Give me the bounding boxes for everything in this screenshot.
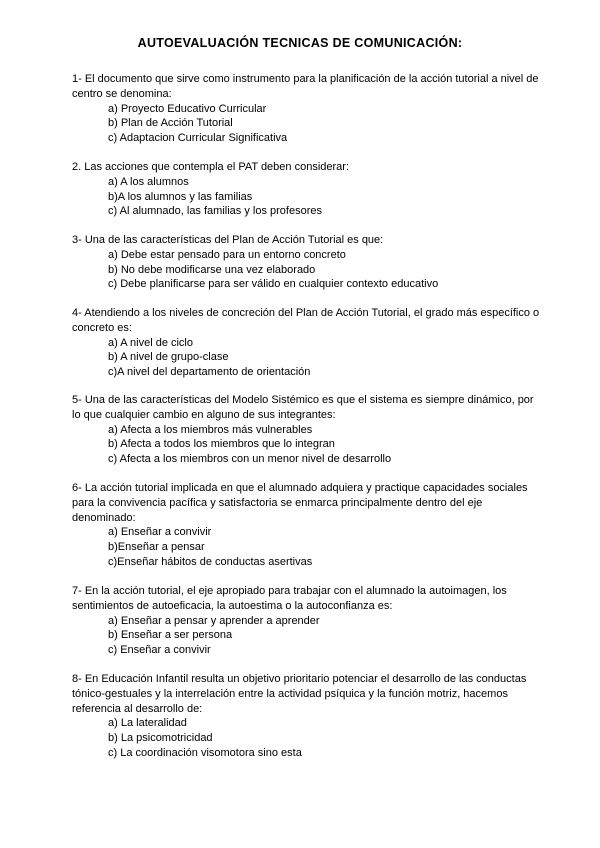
answer-option: c) Al alumnado, las familias y los profesores	[108, 205, 322, 218]
answer-option: c) Afecta a los miembros con un menor nivel de desarrollo	[108, 453, 392, 466]
question-text: 5- Una de las características del Modelo Sistémico es que el sistema es siempre dinámico, por lo que cualquier cambio en alguno de sus integrantes:	[72, 394, 534, 421]
answer-option: b) A nivel de grupo-clase	[108, 351, 229, 364]
answer-option: b) Plan de Acción Tutorial	[108, 117, 233, 130]
question-text: 8- En Educación Infantil resulta un objetivo prioritario potenciar el desarrollo de las conductas tónico-gestuales y la interrelación entre la actividad psíquica y la función motriz, hacemos referencia al desarrollo de:	[72, 673, 527, 715]
answer-option: a) Debe estar pensado para un entorno concreto	[108, 248, 346, 261]
question-text: 3- Una de las características del Plan de Acción Tutorial es que:	[72, 234, 384, 246]
answer-option: c) Enseñar a convivir	[108, 644, 211, 657]
answer-options	[72, 175, 542, 219]
answer-options	[72, 248, 542, 292]
question-text: 4- Atendiendo a los niveles de concreción del Plan de Acción Tutorial, el grado más específico o concreto es:	[72, 307, 540, 334]
answer-option: b)Enseñar a pensar	[108, 541, 205, 554]
answer-option: a) Proyecto Educativo Curricular	[108, 102, 267, 115]
question-text: 7- En la acción tutorial, el eje apropiado para trabajar con el alumnado la autoimagen, los sentimientos de autoeficacia, la autoestima o la autoconfianza es:	[72, 585, 507, 612]
answer-option: a) Enseñar a convivir	[108, 526, 212, 539]
answer-option: a) La lateralidad	[108, 717, 187, 730]
question-7	[72, 584, 542, 658]
question-8	[72, 672, 542, 761]
answer-option: a) A nivel de ciclo	[108, 336, 193, 349]
question-1	[72, 72, 542, 146]
answer-option: a) A los alumnos	[108, 175, 189, 188]
answer-option: b) Enseñar a ser persona	[108, 629, 233, 642]
question-5	[72, 393, 542, 467]
answer-options	[72, 423, 542, 467]
question-text: 2. Las acciones que contempla el PAT deben considerar:	[72, 161, 350, 173]
answer-options	[72, 614, 542, 658]
question-6	[72, 481, 542, 570]
answer-option: b) No debe modificarse una vez elaborado	[108, 263, 316, 276]
page-title: AUTOEVALUACIÓN TECNICAS DE COMUNICACIÓN:	[137, 36, 463, 50]
question-3	[72, 233, 542, 292]
answer-option: a) Afecta a los miembros más vulnerables	[108, 423, 313, 436]
answer-option: c)A nivel del departamento de orientación	[108, 366, 311, 379]
answer-option: c) Debe planificarse para ser válido en cualquier contexto educativo	[108, 278, 439, 291]
answer-option: b) La psicomotricidad	[108, 732, 213, 745]
answer-option: b)A los alumnos y las familias	[108, 190, 253, 203]
question-text: 1- El documento que sirve como instrumento para la planificación de la acción tutorial a nivel de centro se denomina:	[72, 73, 539, 100]
answer-options	[72, 102, 542, 146]
question-text: 6- La acción tutorial implicada en que el alumnado adquiera y practique capacidades sociales para la convivencia pacífica y satisfactoria se enmarca principalmente dentro del eje denominado:	[72, 482, 528, 524]
answer-option: c)Enseñar hábitos de conductas asertivas	[108, 555, 313, 568]
answer-options	[72, 525, 542, 569]
answer-options	[72, 716, 542, 760]
answer-option: a) Enseñar a pensar y aprender a aprender	[108, 614, 320, 627]
answer-option: c) La coordinación visomotora sino esta	[108, 746, 302, 759]
answer-option: b) Afecta a todos los miembros que lo integran	[108, 438, 335, 451]
answer-option: c) Adaptacion Curricular Significativa	[108, 132, 288, 145]
question-4	[72, 306, 542, 380]
answer-options	[72, 336, 542, 380]
question-2	[72, 160, 542, 219]
